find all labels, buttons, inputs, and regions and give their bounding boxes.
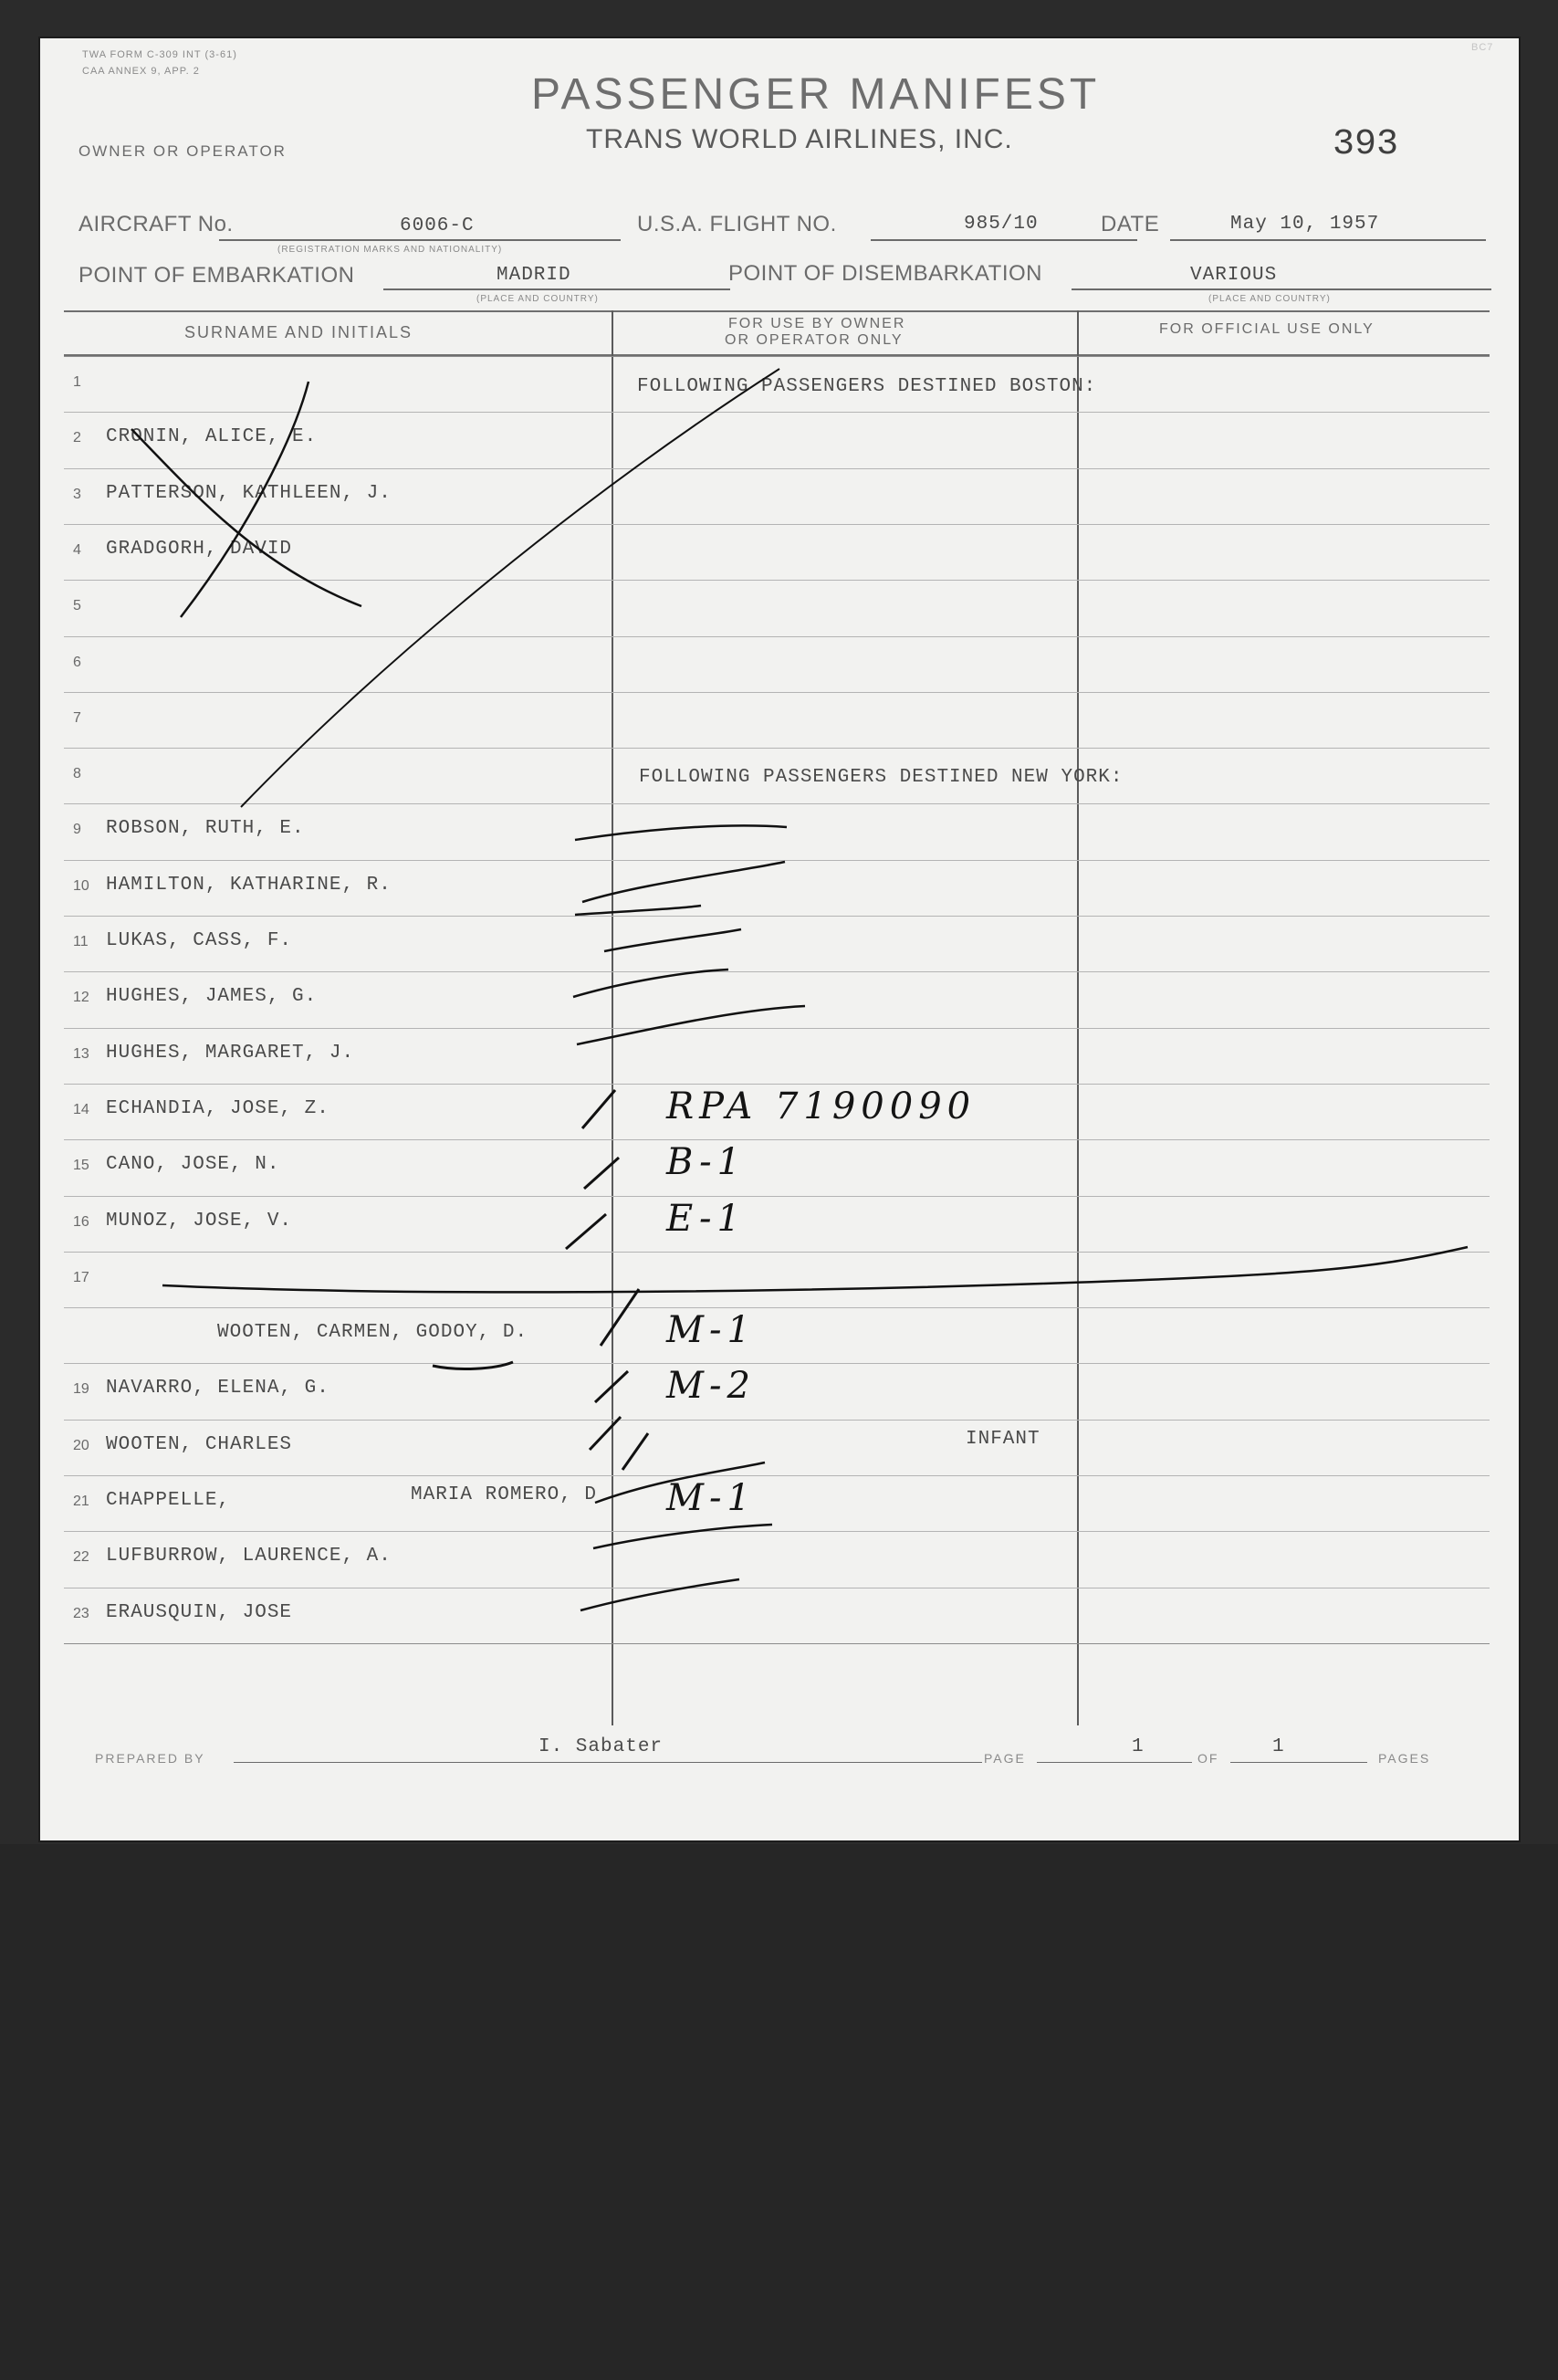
row-number: 16: [73, 1213, 89, 1230]
tick-row-23: [580, 1579, 739, 1610]
handwritten-code: E-1: [666, 1197, 746, 1240]
passenger-name: HUGHES, MARGARET, J.: [106, 1042, 355, 1064]
passenger-name: MUNOZ, JOSE, V.: [106, 1210, 293, 1232]
passenger-name: HUGHES, JAMES, G.: [106, 986, 318, 1008]
passenger-name: ERAUSQUIN, JOSE: [106, 1601, 293, 1623]
row-number: 1: [73, 374, 81, 390]
row-number: 15: [73, 1158, 89, 1174]
handwritten-code: M-1: [666, 1309, 756, 1352]
col-surname-header: SURNAME AND INITIALS: [184, 323, 413, 341]
strike-line-row-17: [162, 1247, 1468, 1292]
tick-row-12: [573, 970, 728, 997]
airline-name: TRANS WORLD AIRLINES, INC.: [586, 124, 1013, 154]
passenger-name: WOOTEN, CHARLES: [106, 1433, 293, 1455]
row-number: 23: [73, 1605, 89, 1621]
passenger-name: LUFBURROW, LAURENCE, A.: [106, 1546, 392, 1567]
section-new-york: FOLLOWING PASSENGERS DESTINED NEW YORK:: [639, 767, 1124, 788]
row-number: 2: [73, 430, 81, 446]
row-rule: [64, 1420, 1490, 1421]
row-rule: [64, 636, 1490, 637]
form-code-1: TWA FORM C-309 INT (3-61): [82, 49, 237, 60]
row-rule: [64, 468, 1490, 469]
row-number: 19: [73, 1381, 89, 1398]
row-rule: [64, 1252, 1490, 1253]
col-official-header: FOR OFFICIAL USE ONLY: [1159, 321, 1375, 337]
prepared-by-label: PREPARED BY: [95, 1751, 205, 1766]
flight-label: U.S.A. FLIGHT NO.: [637, 212, 837, 236]
row-rule: [64, 1196, 1490, 1197]
scanner-background: [0, 1844, 1558, 2380]
corner-note: BC7: [1471, 42, 1494, 53]
slash-row-21a: [622, 1433, 648, 1470]
row-rule: [64, 1475, 1490, 1476]
row-rule: [64, 1139, 1490, 1140]
passenger-name: LUKAS, CASS, F.: [106, 930, 293, 951]
row-number: 14: [73, 1101, 89, 1117]
row-rule: [64, 1363, 1490, 1364]
row-number: 17: [73, 1269, 89, 1285]
date-underline: [1170, 239, 1486, 241]
row-rule: [64, 412, 1490, 413]
row-rule: [64, 748, 1490, 749]
prepared-by-underline: [234, 1762, 982, 1763]
column-divider-1: [612, 310, 613, 1725]
aircraft-label: AIRCRAFT No.: [78, 212, 234, 236]
row-rule: [64, 803, 1490, 804]
row-rule: [64, 1531, 1490, 1532]
prepared-by-value: I. Sabater: [539, 1736, 664, 1757]
row-rule: [64, 860, 1490, 861]
footer-pages-label: PAGES: [1378, 1751, 1431, 1766]
aircraft-value: 6006-C: [400, 215, 475, 236]
row-number: 6: [73, 654, 81, 670]
aircraft-underline: [219, 239, 621, 241]
form-code-2: CAA ANNEX 9, APP. 2: [82, 66, 200, 77]
row-number: 12: [73, 990, 89, 1006]
footer-of-label: OF: [1197, 1751, 1219, 1766]
manifest-sheet: [38, 37, 1521, 1842]
header-top-rule: [64, 310, 1490, 312]
slash-row-18: [601, 1289, 639, 1346]
passenger-name: GRADGORH, DAVID: [106, 538, 293, 560]
flight-value: 985/10: [964, 214, 1039, 235]
row-number: 10: [73, 877, 89, 894]
slash-row-20: [590, 1417, 621, 1450]
section-boston: FOLLOWING PASSENGERS DESTINED BOSTON:: [637, 376, 1097, 397]
disembarkation-sublabel: (PLACE AND COUNTRY): [1208, 294, 1331, 304]
row-number: 21: [73, 1494, 89, 1509]
row-rule: [64, 692, 1490, 693]
embarkation-underline: [383, 288, 730, 290]
handwritten-code: M-2: [666, 1365, 756, 1408]
col-owner-header-1: FOR USE BY OWNER: [728, 316, 906, 331]
row-number: 9: [73, 822, 81, 838]
row-number: 8: [73, 766, 81, 782]
tick-row-11a: [575, 906, 701, 915]
slash-row-16: [566, 1214, 606, 1249]
passenger-name: CHAPPELLE,: [106, 1490, 231, 1511]
row-number: 11: [73, 934, 89, 949]
row-rule: [64, 1307, 1490, 1308]
slash-row-15: [584, 1158, 619, 1189]
row-number: 13: [73, 1045, 89, 1062]
disembarkation-label: POINT OF DISEMBARKATION: [728, 261, 1042, 286]
passenger-name-extra: MARIA ROMERO, D: [411, 1484, 598, 1505]
row-rule: [64, 524, 1490, 525]
passenger-name: CANO, JOSE, N.: [106, 1154, 280, 1176]
disembarkation-value: VARIOUS: [1190, 265, 1278, 286]
footer-of-value: 1: [1272, 1736, 1285, 1757]
footer-page-label: PAGE: [984, 1751, 1026, 1766]
disembarkation-underline: [1072, 288, 1491, 290]
embarkation-value: MADRID: [497, 265, 571, 286]
passenger-name: NAVARRO, ELENA, G.: [106, 1378, 329, 1400]
passenger-name: CRONIN, ALICE, E.: [106, 426, 318, 448]
stamped-page-number: 393: [1333, 124, 1399, 165]
row-rule: [64, 971, 1490, 972]
date-value: May 10, 1957: [1230, 214, 1380, 235]
row-number: 22: [73, 1549, 89, 1566]
col-owner-header-2: OR OPERATOR ONLY: [725, 332, 904, 348]
row-rule: [64, 580, 1490, 581]
row-rule: [64, 1084, 1490, 1085]
passenger-name: PATTERSON, KATHLEEN, J.: [106, 482, 392, 504]
row-rule: [64, 916, 1490, 917]
official-note: INFANT: [966, 1428, 1040, 1450]
passenger-name: WOOTEN, CARMEN, GODOY, D.: [217, 1322, 528, 1344]
footer-of-underline: [1230, 1762, 1367, 1763]
passenger-name: ROBSON, RUTH, E.: [106, 818, 305, 840]
date-label: DATE: [1101, 212, 1160, 236]
passenger-name: HAMILTON, KATHARINE, R.: [106, 874, 392, 896]
column-divider-2: [1077, 310, 1079, 1725]
aircraft-sublabel: (REGISTRATION MARKS AND NATIONALITY): [277, 245, 503, 255]
embarkation-sublabel: (PLACE AND COUNTRY): [476, 294, 599, 304]
row-number: 5: [73, 598, 81, 614]
tick-row-22: [593, 1525, 772, 1548]
row-number: 7: [73, 709, 81, 726]
row-number: 3: [73, 486, 81, 502]
handwritten-code: M-1: [666, 1477, 756, 1519]
row-number: 4: [73, 541, 81, 558]
row-rule: [64, 1028, 1490, 1029]
footer-page-value: 1: [1132, 1736, 1145, 1757]
footer-page-underline: [1037, 1762, 1192, 1763]
owner-label: OWNER OR OPERATOR: [78, 142, 287, 160]
row-rule: [64, 1643, 1490, 1644]
tick-row-9: [575, 825, 787, 840]
embarkation-label: POINT OF EMBARKATION: [78, 263, 355, 288]
handwritten-code: RPA 7190090: [666, 1085, 977, 1127]
tick-row-11b: [604, 929, 741, 951]
slash-row-14: [582, 1090, 615, 1128]
row-rule: [64, 356, 1490, 357]
row-number: 20: [73, 1437, 89, 1453]
page-title: PASSENGER MANIFEST: [531, 70, 1101, 119]
long-diagonal-stroke: [241, 369, 779, 807]
handwritten-code: B-1: [666, 1141, 747, 1184]
passenger-name: ECHANDIA, JOSE, Z.: [106, 1097, 329, 1119]
flight-underline: [871, 239, 1137, 241]
